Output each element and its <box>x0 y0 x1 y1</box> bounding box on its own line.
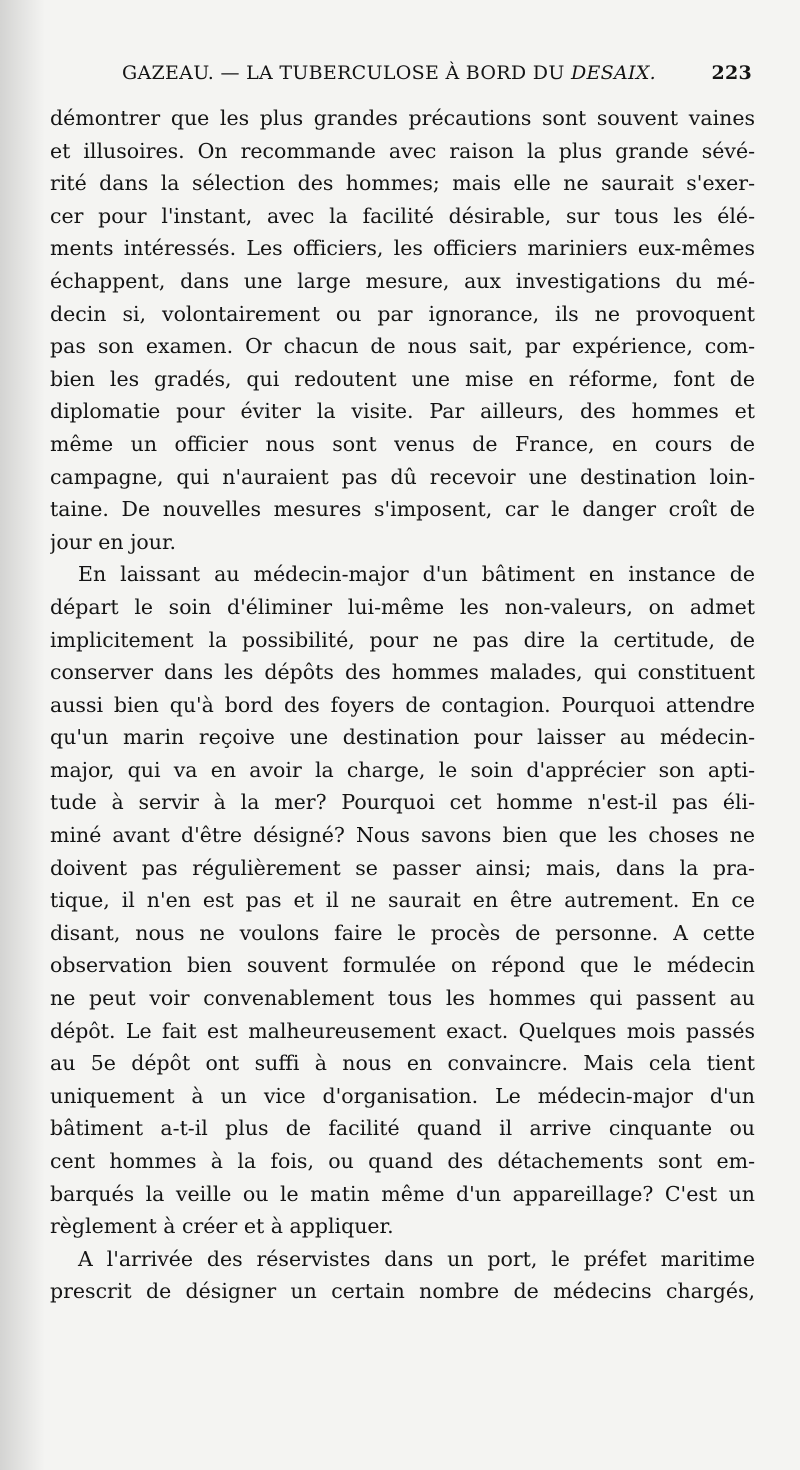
text-line: barqués la veille ou le matin même d'un appareillage? C'est un <box>50 1181 755 1206</box>
text-line: A l'arrivée des réservistes dans un port, le préfet maritime <box>78 1246 755 1271</box>
text-line: dépôt. Le fait est malheureusement exact. Quelques mois passés <box>50 1018 755 1043</box>
text-line: tique, il n'en est pas et il ne saurait en être autrement. En ce <box>50 888 755 913</box>
text-line: miné avant d'être désigné? Nous savons bien que les choses ne <box>50 823 755 848</box>
running-header <box>122 62 752 92</box>
text-line: En laissant au médecin-major d'un bâtiment en instance de <box>78 562 755 587</box>
text-line: au 5e dépôt ont suffi à nous en convaincre. Mais cela tient <box>50 1051 755 1076</box>
body-text <box>50 102 755 1308</box>
text-line: règlement à créer et à appliquer. <box>50 1214 394 1239</box>
text-line: campagne, qui n'auraient pas dû recevoir une destination loin- <box>50 464 755 489</box>
text-line: démontrer que les plus grandes précautions sont souvent vaines <box>50 106 755 130</box>
text-line: bâtiment a-t-il plus de facilité quand il arrive cinquante ou <box>50 1116 755 1141</box>
text-line: pas son examen. Or chacun de nous sait, par expérience, com- <box>50 334 755 359</box>
text-line: tude à servir à la mer? Pourquoi cet homme n'est-il pas éli- <box>50 790 755 815</box>
running-title-ship-name: DESAIX. <box>570 62 656 84</box>
text-line: ments intéressés. Les officiers, les officiers mariniers eux-mêmes <box>50 236 755 261</box>
text-line: ne peut voir convenablement tous les hommes qui passent au <box>50 986 755 1011</box>
text-line: rité dans la sélection des hommes; mais elle ne saurait s'exer- <box>50 171 755 196</box>
text-line: decin si, volontairement ou par ignorance, ils ne provoquent <box>50 301 755 326</box>
paragraph <box>50 1243 755 1308</box>
text-line: départ le soin d'éliminer lui-même les non-valeurs, on admet <box>50 594 755 619</box>
text-line: implicitement la possibilité, pour ne pas dire la certitude, de <box>50 627 755 652</box>
text-line: uniquement à un vice d'organisation. Le médecin-major d'un <box>50 1083 755 1108</box>
running-title-prefix: GAZEAU. — LA TUBERCULOSE À BORD DU <box>122 62 571 84</box>
text-line: et illusoires. On recommande avec raison la plus grande sévé- <box>50 138 755 163</box>
running-title <box>122 62 656 84</box>
text-line: diplomatie pour éviter la visite. Par ailleurs, des hommes et <box>50 399 755 424</box>
text-line: disant, nous ne voulons faire le procès de personne. A cette <box>50 920 755 945</box>
text-line: prescrit de désigner un certain nombre de médecins chargés, <box>50 1279 755 1304</box>
text-line: bien les gradés, qui redoutent une mise en réforme, font de <box>50 366 755 391</box>
text-line: observation bien souvent formulée on répond que le médecin <box>50 953 755 978</box>
page-number: 223 <box>711 62 752 84</box>
text-line: conserver dans les dépôts des hommes malades, qui constituent <box>50 660 755 685</box>
text-line: taine. De nouvelles mesures s'imposent, car le danger croît de <box>50 497 755 522</box>
text-line: cer pour l'instant, avec la facilité désirable, sur tous les élé- <box>50 203 755 228</box>
text-line: jour en jour. <box>50 529 177 554</box>
text-line: qu'un marin reçoive une destination pour laisser au médecin- <box>50 725 755 750</box>
paragraph <box>50 558 755 1242</box>
text-line: même un officier nous sont venus de France, en cours de <box>50 431 755 456</box>
paragraph <box>50 102 755 558</box>
text-line: cent hommes à la fois, ou quand des détachements sont em- <box>50 1149 755 1173</box>
text-line: doivent pas régulièrement se passer ainsi; mais, dans la pra- <box>50 855 755 880</box>
text-line: aussi bien qu'à bord des foyers de contagion. Pourquoi attendre <box>50 692 755 717</box>
text-line: échappent, dans une large mesure, aux investigations du mé- <box>50 268 755 293</box>
text-line: major, qui va en avoir la charge, le soin d'apprécier son apti- <box>50 757 755 782</box>
